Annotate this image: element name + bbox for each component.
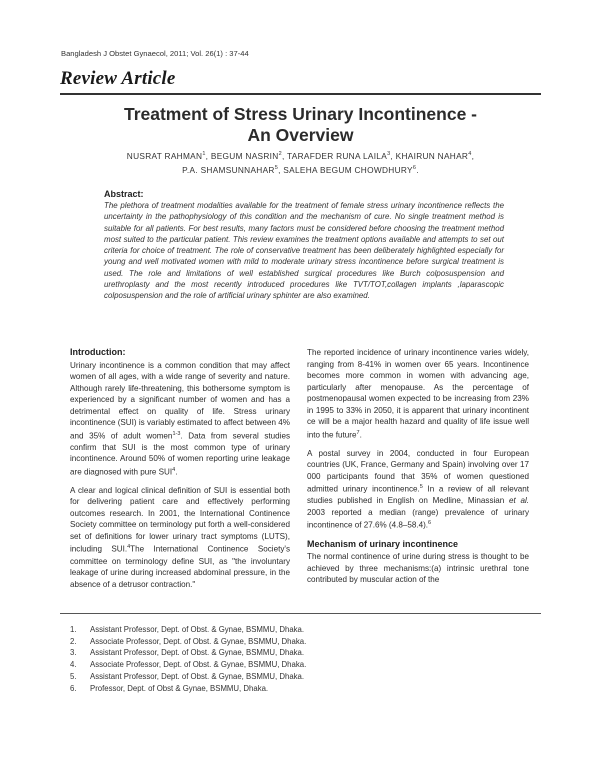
footnote-number: 6. [70,683,77,693]
author-name: NUSRAT RAHMAN [126,150,203,161]
footnote-number: 4. [70,660,77,670]
footnote-text: Assistant Professor, Dept. of Obst. & Gynae, BSMMU, Dhaka. [90,648,305,658]
author-name: SALEHA BEGUM CHOWDHURY [283,164,413,175]
citation-ref: 6 [428,520,432,527]
article-title [60,104,541,146]
footnote-number: 5. [70,671,77,681]
footnote-item [70,671,306,683]
paragraph-text: . [175,467,178,477]
survey-paragraph [307,448,529,532]
introduction-paragraph-1 [70,360,290,478]
author-name: BEGUM NASRIN [210,150,279,161]
footnote-number: 1. [70,625,77,634]
incidence-paragraph [307,347,529,441]
author-affiliation-mark: 4 [468,151,472,157]
paragraph-text: The reported incidence of urinary incontinence varies widely, ranging from 8-41% in women over 65 years. Incontinence becomes more common in women with advancing age, particularly after menopause. As the percentage of postmenopausal women expected to be increasing from 23% in 1995 to 33% in 2050, it is apparent that urinary incontinent ce will be a major health hazard and quality of life issue well into the future [307,348,529,440]
abstract-body: The plethora of treatment modalities available for the treatment of female stress urinary incontinence reflects the uncertainty in the pathophysiology of this condition and the mechanism of cure. No single treatment method is suitable for all patients. For best results, many factors must be considered before choosing the treatment method most suited to the particular patient. This review examines the treatment options available and attempts to set out criteria for choice of treatment. The role of conservative treatment has been deliberately highlighted especially for young and well motivated women with mild to moderate urinary stress incontinence before surgical treatment is used. The role and limitations of well established surgical procedures like Burch colposuspension and urethroplasty and the most recently introduced procedures like TVT/TOT,collagen implants ,laparascopic colposuspension and the role of artificial urinary sphinter are also examined. [104,201,504,301]
footnote-text: Professor, Dept. of Obst & Gynae, BSMMU, Dhaka. [90,683,269,693]
footnote-rule [60,613,541,614]
mechanism-paragraph: The normal continence of urine during stress is thought to be achieved by three mechanisms:(a) intrinsic urethral tone contributed by muscular action of the [307,552,529,585]
footnote-item [70,683,306,695]
left-column [70,347,290,597]
footnote-item [70,636,306,648]
paragraph-text: 2003 reported a median (range) prevalence of urinary incontinence of 27.6% (4.8–58.4). [307,507,529,531]
title-line-2: An Overview [247,125,354,145]
paragraph-text: In a review of all relevant studies published in English on Medline, Minassian [307,484,529,506]
paragraph-text: Urinary incontinence is a common condition that may affect women of all ages, with a wide range of severity and nature. Although rarely life-threatening, this bothersome symptom is experienced by a significant number of women and has a detrimental effect on quality of life. Stress urinary incontinence (SUI) is variably estimated to affect between 4% and 35% of adult women [70,360,290,441]
et-al-text: et al. [509,496,529,506]
footnote-number: 3. [70,648,77,658]
author-affiliation-mark: 6 [412,164,417,171]
author-affiliation-mark: 3 [387,151,391,157]
footnote-list [70,624,306,694]
author-name: P.A. SHAMSUNNAHAR [182,164,275,175]
footnote-item [70,647,306,659]
author-affiliation-mark: 1 [202,151,206,157]
citation-ref: 7 [356,429,360,436]
paragraph-text: . Data from several studies confirm that SUI is the most common type of urinary incontinence. Around 50% of women reporting urine leakage are diagnosed with pure SUI [70,431,290,477]
footnote-text: Associate Professor, Dept. of Obst. & Gynae, BSMMU, Dhaka. [90,636,307,646]
introduction-heading: Introduction: [70,347,126,357]
citation-ref: 4 [127,544,131,551]
right-column [307,347,529,593]
author-affiliation-mark: 5 [274,164,279,171]
footnote-text: Assistant Professor, Dept. of Obst. & Gynae, BSMMU, Dhaka. [90,671,305,681]
author-name: KHAIRUN NAHAR [395,150,469,161]
title-line-1: Treatment of Stress Urinary Incontinence - [123,104,477,124]
abstract-section [104,189,504,302]
paragraph-text: A clear and logical clinical definition of SUI is essential both for delivering patient care and effectively performing outcomes research. In 2001, the International Continence Society committee on terminology put forth a well-considered set of definitions for lower urinary tract symptoms (LUTS), including SUI. [70,485,290,555]
paragraph-text: The International Continence Society's committee on terminology define SUI, as "the involuntary leakage of urine during increased abdominal pressure, in the absence of a detrusor contraction." [70,545,290,589]
article-type-heading: Review Article [60,68,176,89]
citation-ref: 4 [172,466,176,473]
footnote-text: Associate Professor, Dept. of Obst. & Gynae, BSMMU, Dhaka. [90,660,307,670]
author-list: NUSRAT RAHMAN$^1$, BEGUM NASRIN$^2$, TARAFDER RUNA LAILA$^3$, KHAIRUN NAHAR$^4$, P.A. SHAMSUNNAHAR$^5$, SALEHA BEGUM CHOWDHURY$^6$. [126,150,475,175]
header-rule [60,93,541,95]
journal-citation: Bangladesh J Obstet Gynaecol, 2011; Vol. 26(1) : 37-44 [61,49,249,58]
abstract-heading: Abstract: [104,189,144,199]
footnote-number: 2. [70,636,77,646]
paragraph-text: . [359,430,362,440]
author-name: TARAFDER RUNA LAILA [287,150,388,161]
author-affiliation-mark: 2 [278,151,282,157]
paragraph-text: A postal survey in 2004, conducted in four European countries (UK, France, Germany and Spain) involving over 17 000 participants found that 35% of women questioned admitted urinary incontinence. [307,448,529,494]
citation-ref: 5 [419,484,423,491]
footnote-text: Assistant Professor, Dept. of Obst. & Gynae, BSMMU, Dhaka. [90,625,305,634]
citation-ref: 1-3 [172,430,181,437]
footnote-item [70,659,306,671]
footnote-item [70,624,306,636]
mechanism-heading: Mechanism of urinary incontinence [307,538,459,549]
introduction-paragraph-2 [70,485,290,590]
